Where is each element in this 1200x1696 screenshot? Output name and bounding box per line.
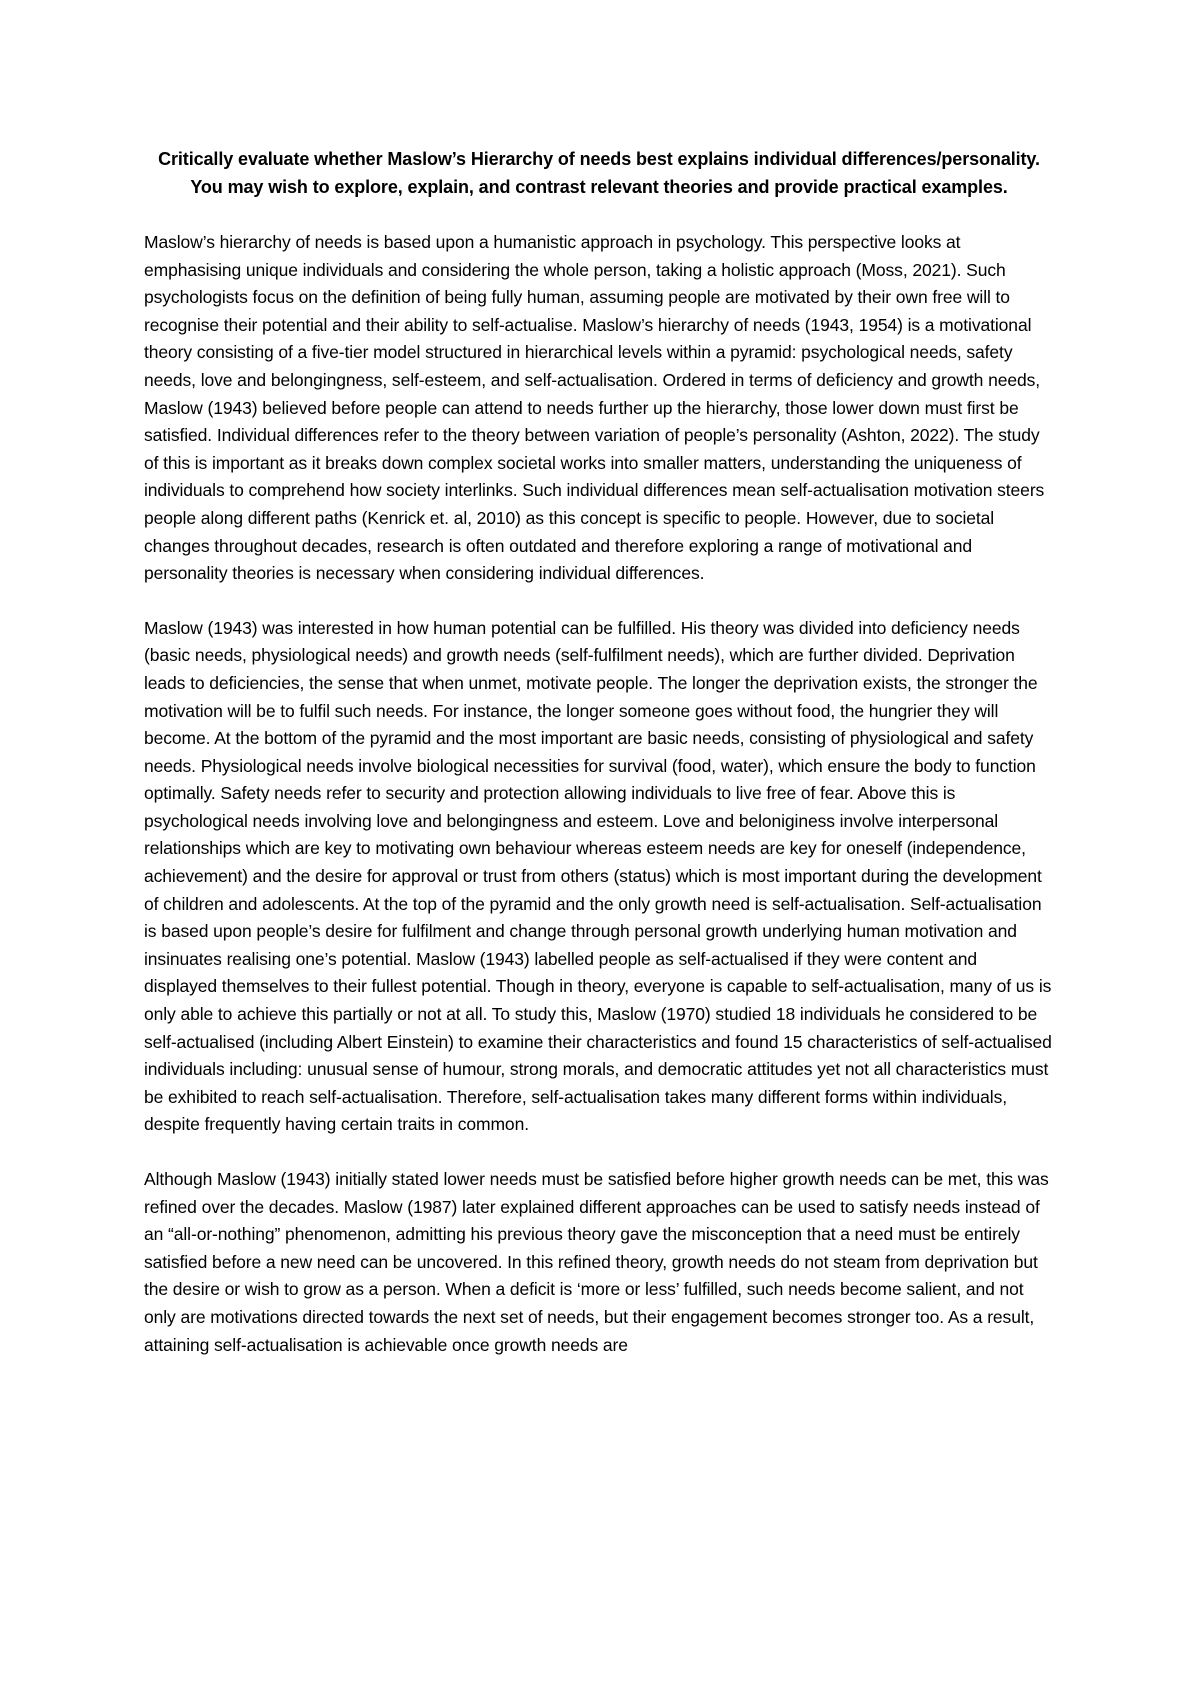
document-title: Critically evaluate whether Maslow’s Hierarchy of needs best explains individual differences/personality. You may wish to explore, explain, and contrast relevant theories and provide practical examples. — [158, 149, 1040, 197]
paragraph-introduction: Maslow’s hierarchy of needs is based upon a humanistic approach in psychology. This perspective looks at emphasising unique individuals and considering the whole person, taking a holistic approach (Moss, 2021). Such psychologists focus on the definition of being fully human, assuming people are motivated by their own free will to recognise their potential and their ability to self-actualise. Maslow’s hierarchy of needs (1943, 1954) is a motivational theory consisting of a five-tier model structured in hierarchical levels within a pyramid: psychological needs, safety needs, love and belongingness, self-esteem, and self-actualisation. Ordered in terms of deficiency and growth needs, Maslow (1943) believed before people can attend to needs further up the hierarchy, those lower down must first be satisfied. Individual differences refer to the theory between variation of people’s personality (Ashton, 2022). The study of this is important as it breaks down complex societal works into smaller matters, understanding the uniqueness of individuals to comprehend how society interlinks. Such individual differences mean self-actualisation motivation steers people along different paths (Kenrick et. al, 2010) as this concept is specific to people. However, due to societal changes throughout decades, research is often outdated and therefore exploring a range of motivational and personality theories is necessary when considering individual differences. — [144, 232, 1045, 584]
paragraph-maslow-theory: Maslow (1943) was interested in how human potential can be fulfilled. His theory was divided into deficiency needs (basic needs, physiological needs) and growth needs (self-fulfilment needs), which are further divided. Deprivation leads to deficiencies, the sense that when unmet, motivate people. The longer the deprivation exists, the stronger the motivation will be to fulfil such needs. For instance, the longer someone goes without food, the hungrier they will become. At the bottom of the pyramid and the most important are basic needs, consisting of physiological and safety needs. Physiological needs involve biological necessities for survival (food, water), which ensure the body to function optimally. Safety needs refer to security and protection allowing individuals to live free of fear. Above this is psychological needs involving love and belongingness and esteem. Love and beloniginess involve interpersonal relationships which are key to motivating own behaviour whereas esteem needs are key for oneself (independence, achievement) and the desire for approval or trust from others (status) which is most important during the development of children and adolescents. At the top of the pyramid and the only growth need is self-actualisation. Self-actualisation is based upon people’s desire for fulfilment and change through personal growth underlying human motivation and insinuates realising one’s potential. Maslow (1943) labelled people as self-actualised if they were content and displayed themselves to their fullest potential. Though in theory, everyone is capable to self-actualisation, many of us is only able to achieve this partially or not at all. To study this, Maslow (1970) studied 18 individuals he considered to be self-actualised (including Albert Einstein) to examine their characteristics and found 15 characteristics of self-actualised individuals including: unusual sense of humour, strong morals, and democratic attitudes yet not all characteristics must be exhibited to reach self-actualisation. Therefore, self-actualisation takes many different forms within individuals, despite frequently having certain traits in common. — [144, 617, 1052, 1135]
paragraph-refined-theory: Although Maslow (1943) initially stated lower needs must be satisfied before higher growth needs can be met, this was refined over the decades. Maslow (1987) later explained different approaches can be used to satisfy needs instead of an “all-or-nothing” phenomenon, admitting his previous theory gave the misconception that a need must be entirely satisfied before a new need can be uncovered. In this refined theory, growth needs do not steam from deprivation but the desire or wish to grow as a person. When a deficit is ‘more or less’ fulfilled, such needs become salient, and not only are motivations directed towards the next set of needs, but their engagement becomes stronger too. As a result, attaining self-actualisation is achievable once growth needs are — [144, 1169, 1049, 1355]
document-body — [144, 146, 1054, 1359]
